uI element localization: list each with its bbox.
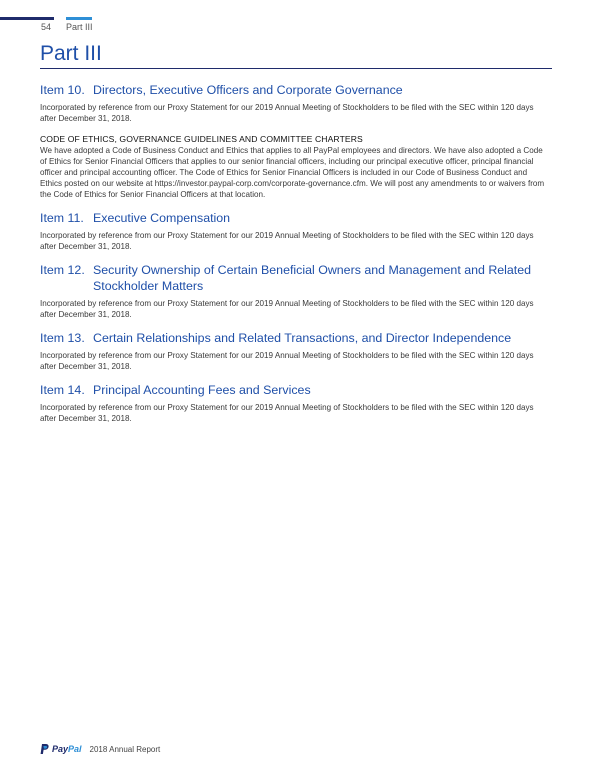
item-body: Incorporated by reference from our Proxy Statement for our 2019 Annual Meeting of Stockholders to be filed with the SEC within 120 days after December 31, 2018. — [40, 103, 534, 123]
item-title: Executive Compensation — [93, 211, 231, 225]
item-heading — [40, 382, 550, 398]
logo-text-pay: Pay — [52, 744, 69, 754]
item-title: Certain Relationships and Related Transactions, and Director Independence — [93, 331, 512, 345]
item-10-section — [40, 82, 550, 124]
part-title: Part III — [40, 42, 102, 65]
header-rule-accent — [66, 17, 92, 20]
item-14-section — [40, 382, 550, 424]
code-of-ethics-heading: CODE OF ETHICS, GOVERNANCE GUIDELINES AND COMMITTEE CHARTERS — [40, 134, 363, 144]
main-content — [40, 82, 550, 434]
item-title: Principal Accounting Fees and Services — [93, 383, 311, 397]
item-body: Incorporated by reference from our Proxy Statement for our 2019 Annual Meeting of Stockholders to be filed with the SEC within 120 days after December 31, 2018. — [40, 231, 534, 251]
code-of-ethics-section — [40, 134, 550, 200]
title-divider — [40, 68, 552, 69]
page-number: 54 — [41, 22, 52, 32]
footer-report-label: 2018 Annual Report — [89, 744, 161, 754]
paypal-p-icon — [40, 744, 49, 754]
code-of-ethics-body: We have adopted a Code of Business Conduct and Ethics that applies to all PayPal employees and directors. We have also adopted a Code of Ethics for Senior Financial Officers that applies to our senior financial officers, including our principal executive officer, principal financial officer and principal accounting officer. The Code of Ethics for Senior Financial Officers is included in our Code of Business Conduct and Ethics posted on our website at https://investor.paypal-corp.com/corporate-governance.cfm. We will post any amendments to or waivers from the Code of Ethics for Senior Financial Officers at that location. — [40, 146, 545, 199]
item-heading — [40, 330, 550, 346]
item-title: Security Ownership of Certain Beneficial Owners and Management and Related Stockholder Matters — [93, 263, 532, 293]
header-rule-dark — [0, 17, 54, 20]
item-heading — [40, 82, 550, 98]
item-number: Item 10. — [40, 83, 85, 97]
paypal-logo — [40, 744, 82, 754]
item-11-section — [40, 210, 550, 252]
item-number: Item 11. — [40, 211, 84, 225]
item-body: Incorporated by reference from our Proxy Statement for our 2019 Annual Meeting of Stockholders to be filed with the SEC within 120 days after December 31, 2018. — [40, 351, 534, 371]
item-number: Item 14. — [40, 383, 85, 397]
item-body: Incorporated by reference from our Proxy Statement for our 2019 Annual Meeting of Stockholders to be filed with the SEC within 120 days after December 31, 2018. — [40, 299, 534, 319]
item-number: Item 13. — [40, 331, 85, 345]
item-12-section — [40, 262, 550, 320]
page-footer — [40, 744, 160, 754]
item-13-section — [40, 330, 550, 372]
item-body: Incorporated by reference from our Proxy Statement for our 2019 Annual Meeting of Stockholders to be filed with the SEC within 120 days after December 31, 2018. — [40, 403, 534, 423]
running-head: Part III — [66, 22, 93, 32]
item-heading — [40, 262, 550, 294]
item-title: Directors, Executive Officers and Corporate Governance — [93, 83, 403, 97]
item-number: Item 12. — [40, 263, 85, 277]
logo-text-pal: Pal — [68, 744, 82, 754]
item-heading — [40, 210, 550, 226]
